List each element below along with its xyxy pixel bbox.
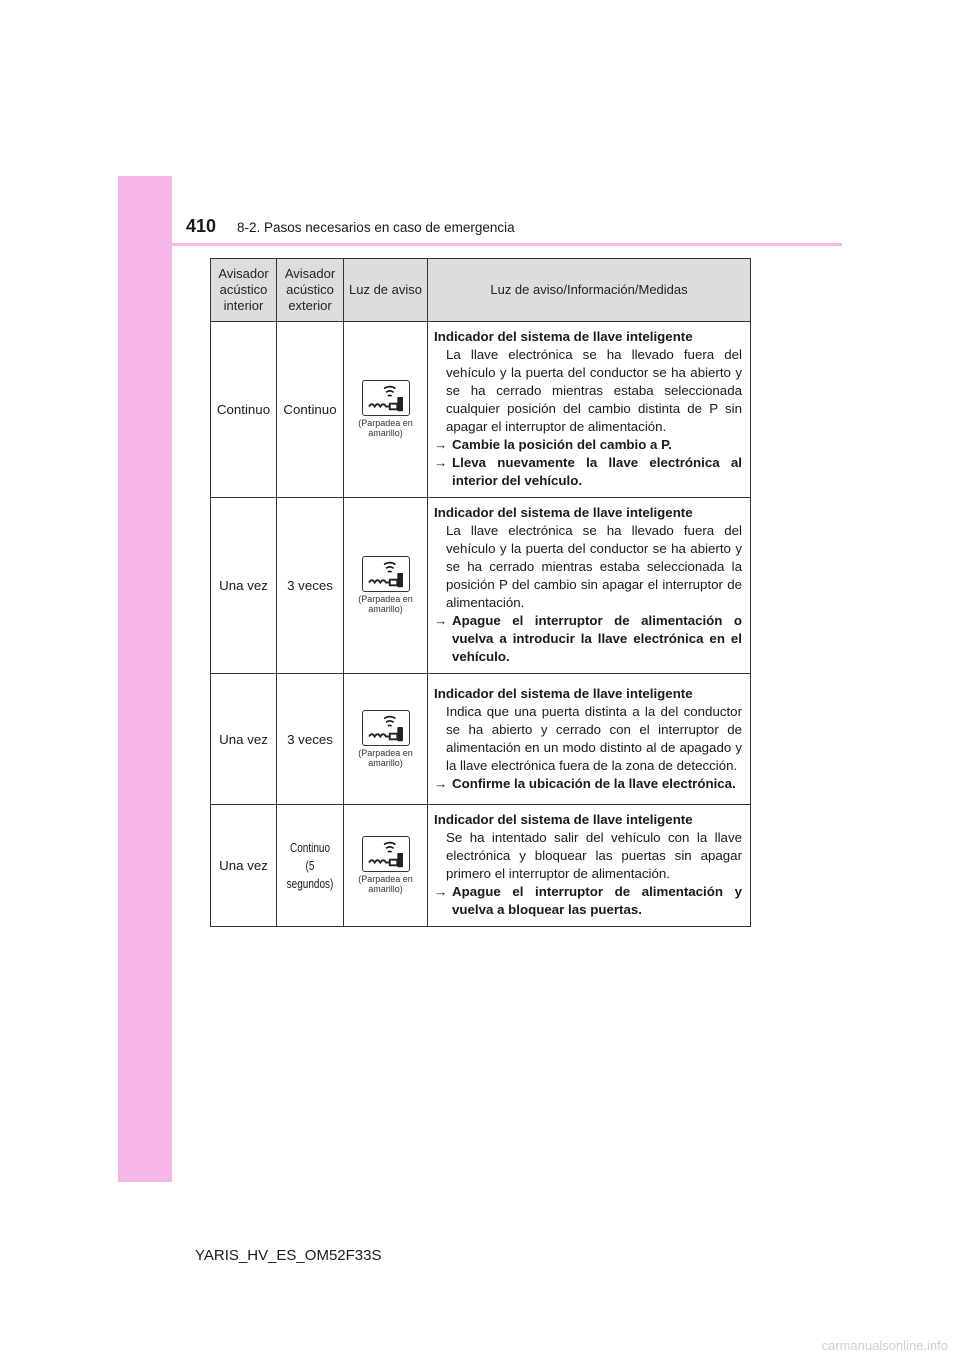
table-row — [211, 805, 751, 927]
arrow-icon: → — [434, 775, 448, 791]
measure-item — [434, 454, 742, 490]
info-description: Se ha intentado salir del vehículo con la llave electrónica y bloquear las puertas sin apagar primero el interruptor de alimentación. — [446, 830, 742, 881]
interior-buzzer-value: Una vez — [211, 498, 277, 674]
table-row — [211, 498, 751, 674]
smart-key-warning-icon — [362, 836, 410, 872]
exterior-buzzer-value: 3 veces — [277, 498, 344, 674]
info-title: Indicador del sistema de llave inteligente — [434, 505, 693, 520]
info-title: Indicador del sistema de llave inteligente — [434, 812, 693, 827]
info-description: La llave electrónica se ha llevado fuera del vehículo y la puerta del conductor se ha abierto y se ha cerrado mientras estaba seleccionada la posición P del cambio sin apagar el interruptor de alimentación. — [446, 523, 742, 610]
measure-item — [434, 436, 742, 454]
lamp-caption: (Parpadea en amarillo) — [358, 418, 413, 438]
warning-lamp — [345, 556, 426, 614]
smart-key-warning-icon — [362, 380, 410, 416]
info-description: La llave electrónica se ha llevado fuera del vehículo y la puerta del conductor se ha abierto y se ha cerrado mientras estaba seleccionada cualquier posición del cambio distinta de P sin apagar el interruptor de alimentación. — [446, 347, 742, 434]
arrow-icon: → — [434, 613, 448, 628]
warning-lamp — [345, 710, 426, 768]
interior-buzzer-value: Una vez — [211, 674, 277, 805]
info-description: Indica que una puerta distinta a la del conductor se ha abierto y cerrado con el interruptor de alimentación en un modo distinto al de apagado y la llave electrónica fuera de la zona de detección. — [446, 703, 742, 773]
table-header-row — [211, 259, 751, 322]
smart-key-warning-icon — [362, 556, 410, 592]
measure-item — [434, 775, 742, 793]
exterior-buzzer-value: Continuo (5 segundos) — [286, 840, 334, 891]
page-number: 410 — [186, 216, 217, 236]
measure-text: Confirme la ubicación de la llave electrónica. — [452, 775, 736, 791]
lamp-caption: (Parpadea en amarillo) — [358, 747, 413, 768]
arrow-icon: → — [434, 884, 448, 899]
warning-lamp — [345, 836, 426, 894]
smart-key-warning-icon — [362, 710, 410, 746]
lamp-caption: (Parpadea en amarillo) — [358, 874, 413, 894]
info-title: Indicador del sistema de llave inteligente — [434, 685, 693, 701]
warning-buzzer-table — [210, 258, 751, 927]
warning-lamp — [345, 380, 426, 438]
watermark: carmanualsonline.info — [821, 1338, 948, 1353]
interior-buzzer-value: Continuo — [211, 322, 277, 498]
header-rule — [172, 243, 842, 246]
document-code: YARIS_HV_ES_OM52F33S — [195, 1247, 382, 1264]
measure-text: Cambie la posición del cambio a P. — [452, 437, 672, 452]
header-exterior-buzzer: Avisador acústico exterior — [277, 259, 344, 322]
arrow-icon: → — [434, 455, 448, 470]
table-row — [211, 674, 751, 805]
measure-text: Apague el interruptor de alimentación y vuelva a bloquear las puertas. — [452, 884, 742, 917]
chapter-tab-band — [118, 176, 172, 1182]
interior-buzzer-value: Una vez — [211, 805, 277, 927]
arrow-icon: → — [434, 437, 448, 452]
measure-text: Apague el interruptor de alimentación o vuelva a introducir la llave electrónica en el vehículo. — [452, 613, 742, 664]
lamp-caption: (Parpadea en amarillo) — [358, 594, 413, 614]
measure-text: Lleva nuevamente la llave electrónica al interior del vehículo. — [452, 455, 742, 488]
header-interior-buzzer: Avisador acústico interior — [211, 259, 277, 322]
info-title: Indicador del sistema de llave inteligente — [434, 329, 693, 344]
measure-item — [434, 883, 742, 919]
section-title: 8-2. Pasos necesarios en caso de emergencia — [237, 220, 515, 235]
header-warning-light: Luz de aviso — [344, 259, 428, 322]
exterior-buzzer-value: 3 veces — [277, 674, 344, 805]
measure-item — [434, 612, 742, 666]
header-info-measures: Luz de aviso/Información/Medidas — [428, 259, 751, 322]
exterior-buzzer-value: Continuo — [277, 322, 344, 498]
table-row — [211, 322, 751, 498]
